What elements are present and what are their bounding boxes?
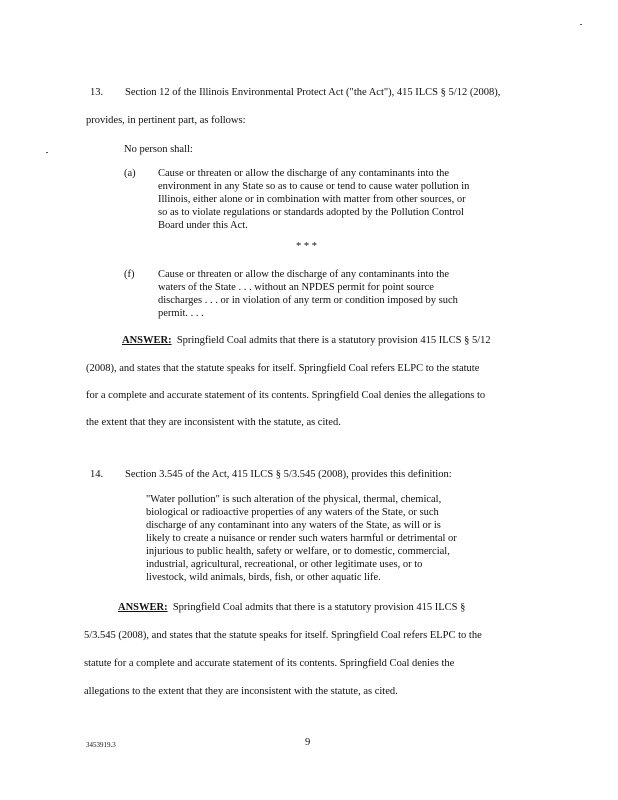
para13-item-a-label: (a) xyxy=(124,168,136,179)
item-a-line: Board under this Act. xyxy=(158,220,248,231)
item-a-line: so as to violate regulations or standards adopted by the Pollution Control xyxy=(158,207,464,218)
para13-item-f-text xyxy=(158,268,458,320)
scan-speck xyxy=(46,152,48,153)
answer-label: ANSWER: xyxy=(118,602,168,613)
para13-answer-line1 xyxy=(122,334,491,347)
para13-item-a-text xyxy=(158,167,469,232)
para14-number: 14. xyxy=(90,469,104,480)
item-f-line: permit. . . . xyxy=(158,308,204,319)
para13-answer-line4: the extent that they are inconsistent with the statute, as cited. xyxy=(86,417,341,428)
para14-answer-line4: allegations to the extent that they are inconsistent with the statute, as cited. xyxy=(84,686,398,697)
para13-item-f-label: (f) xyxy=(124,269,135,280)
answer-label: ANSWER: xyxy=(122,335,172,346)
quote-line: livestock, wild animals, birds, fish, or other aquatic life. xyxy=(146,572,381,583)
item-a-line: Illinois, either alone or in combination with matter from other sources, or xyxy=(158,194,466,205)
quote-line: discharge of any contaminant into any waters of the State, as will or is xyxy=(146,520,441,531)
quote-line: injurious to public health, safety or welfare, or to domestic, commercial, xyxy=(146,546,450,557)
para14-intro-line1: Section 3.545 of the Act, 415 ILCS § 5/3.545 (2008), provides this definition: xyxy=(125,469,452,480)
para13-intro-line1: Section 12 of the Illinois Environmental Protect Act ("the Act"), 415 ILCS § 5/12 (2008), xyxy=(125,87,501,98)
item-f-line: discharges . . . or in violation of any term or condition imposed by such xyxy=(158,295,458,306)
item-f-line: waters of the State . . . without an NPDES permit for point source xyxy=(158,282,434,293)
para13-intro-line2: provides, in pertinent part, as follows: xyxy=(86,115,246,126)
item-a-line: Cause or threaten or allow the discharge of any contaminants into the xyxy=(158,168,450,179)
quote-line: "Water pollution" is such alteration of the physical, thermal, chemical, xyxy=(146,494,442,505)
para14-answer-line3: statute for a complete and accurate statement of its contents. Springfield Coal denies the xyxy=(84,658,455,669)
item-f-line: Cause or threaten or allow the discharge of any contaminants into the xyxy=(158,269,450,280)
ellipsis-marks: * * * xyxy=(296,241,317,252)
para14-quote xyxy=(146,493,457,584)
para13-no-person: No person shall: xyxy=(124,144,193,155)
quote-line: industrial, agricultural, recreational, or other legitimate uses, or to xyxy=(146,559,423,570)
answer-text: Springfield Coal admits that there is a statutory provision 415 ILCS § xyxy=(172,602,466,613)
para14-answer-line2: 5/3.545 (2008), and states that the statute speaks for itself. Springfield Coal refers ELPC to the xyxy=(84,630,482,641)
quote-line: biological or radioactive properties of any waters of the State, or such xyxy=(146,507,439,518)
para13-answer-line2: (2008), and states that the statute speaks for itself. Springfield Coal refers ELPC to the statute xyxy=(86,363,480,374)
scan-speck xyxy=(580,24,582,25)
para13-answer-line3: for a complete and accurate statement of its contents. Springfield Coal denies the allegations to xyxy=(86,390,486,401)
item-a-line: environment in any State so as to cause or tend to cause water pollution in xyxy=(158,181,470,192)
para14-answer-line1 xyxy=(118,601,465,614)
footer-doc-id: 3453919.3 xyxy=(86,741,116,749)
para13-number: 13. xyxy=(90,87,104,98)
page-number: 9 xyxy=(305,737,311,748)
quote-line: likely to create a nuisance or render such waters harmful or detrimental or xyxy=(146,533,457,544)
answer-text: Springfield Coal admits that there is a statutory provision 415 ILCS § 5/12 xyxy=(176,335,491,346)
